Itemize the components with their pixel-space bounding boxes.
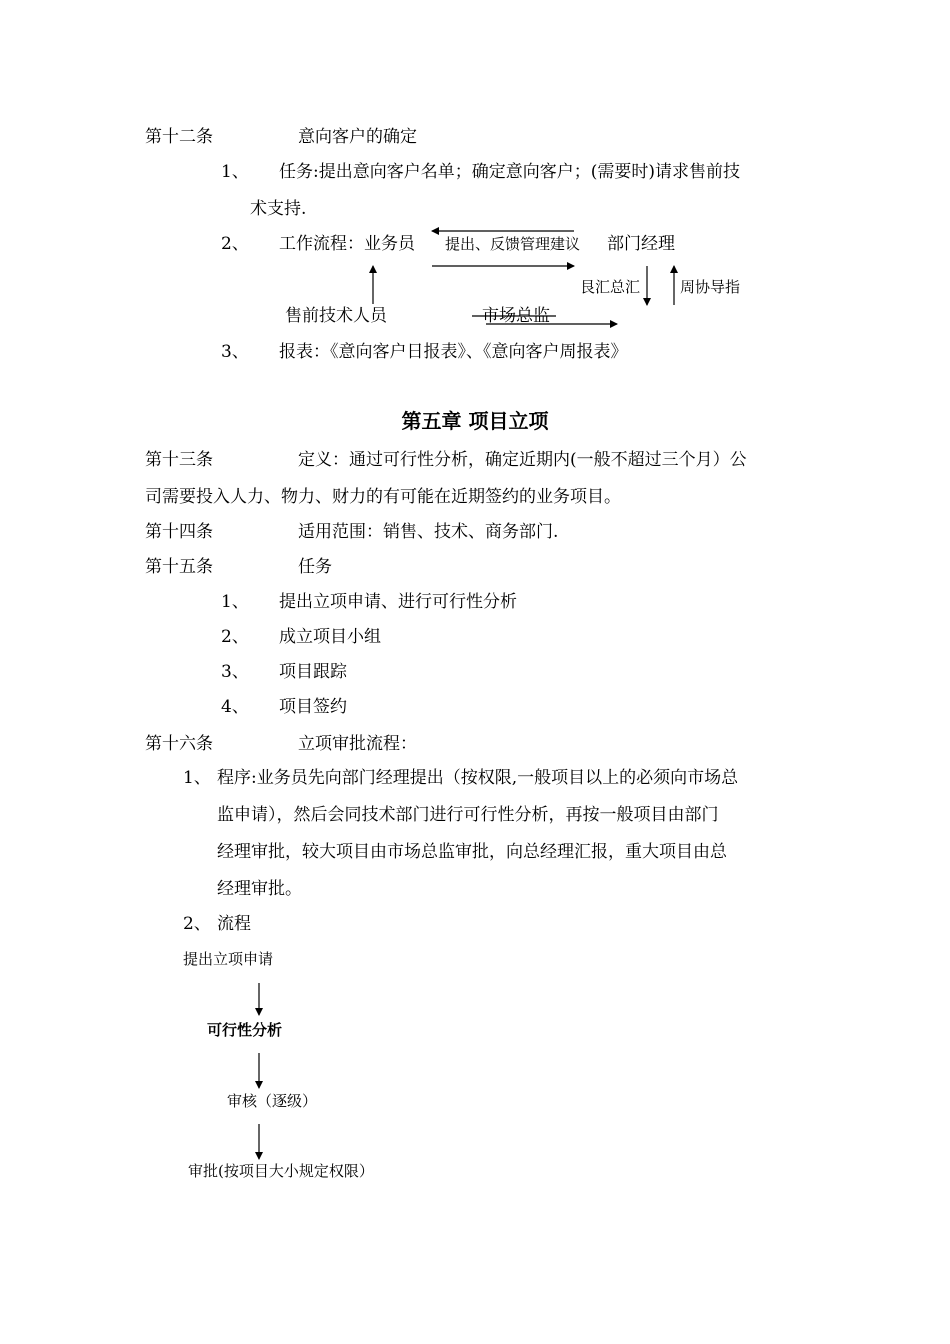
article-12-item-2-text: 工作流程：业务员 [279,234,415,254]
article-16-title: 立项审批流程： [298,734,417,754]
approval-step-apply: 提出立项申请 [183,950,274,968]
flow-section-number: 2、 [183,914,211,934]
task-item-1-number: 1、 [221,592,249,612]
flow-section-title: 流程 [217,914,251,934]
article-14-label: 第十四条 [145,522,213,542]
procedure-line-2: 监申请），然后会同技术部门进行可行性分析，再按一般项目由部门 [217,805,719,825]
approval-step-review: 审核（逐级） [227,1092,318,1110]
article-15-label: 第十五条 [145,557,213,577]
chapter-5-title: 第五章 项目立项 [401,409,549,433]
procedure-line-4: 经理审批。 [217,879,302,899]
task-item-4-number: 4、 [221,697,249,717]
procedure-line-3: 经理审批，较大项目由市场总监审批，向总经理汇报，重大项目由总 [217,842,727,862]
approval-step-approve: 审批(按项目大小规定权限） [188,1162,374,1180]
article-12-item-3-number: 3、 [221,342,249,362]
flow-coordinate-label: 周协导指 [680,278,741,296]
task-item-3-number: 3、 [221,662,249,682]
task-item-4-text: 项目签约 [279,697,347,717]
article-12-item-1-number: 1、 [221,162,249,182]
approval-step-feasibility: 可行性分析 [207,1021,283,1039]
article-16-label: 第十六条 [145,734,213,754]
flow-suggest-label: 提出、反馈管理建议 [445,235,581,253]
article-12-item-3-text: 报表：《意向客户日报表》、《意向客户周报表》 [279,342,628,362]
article-15-title: 任务 [298,557,332,577]
article-13-line-1: 定义：通过可行性分析，确定近期内(一般不超过三个月）公 [298,450,747,470]
task-item-1-text: 提出立项申请、进行可行性分析 [279,592,517,612]
flow-presales-staff: 售前技术人员 [285,306,387,326]
article-13-label: 第十三条 [145,450,213,470]
article-12-item-1-continuation: 术支持. [250,199,307,219]
article-12-item-2-number: 2、 [221,234,249,254]
article-14-text: 适用范围：销售、技术、商务部门. [298,522,559,542]
flow-market-director: 市场总监 [482,306,550,326]
procedure-line-1: 程序:业务员先向部门经理提出（按权限,一般项目以上的必须向市场总 [217,768,739,788]
task-item-3-text: 项目跟踪 [279,662,347,682]
article-12-title: 意向客户的确定 [298,127,417,147]
procedure-number: 1、 [183,768,211,788]
task-item-2-text: 成立项目小组 [279,627,381,647]
article-12-label: 第十二条 [145,127,213,147]
flow-department-manager: 部门经理 [607,234,675,254]
article-12-item-1-text: 任务:提出意向客户名单；确定意向客户；(需要时)请求售前技 [279,162,740,182]
task-item-2-number: 2、 [221,627,249,647]
flow-report-label: 艮汇总汇 [580,278,641,296]
article-13-line-2: 司需要投入人力、物力、财力的有可能在近期签约的业务项目。 [145,487,621,507]
